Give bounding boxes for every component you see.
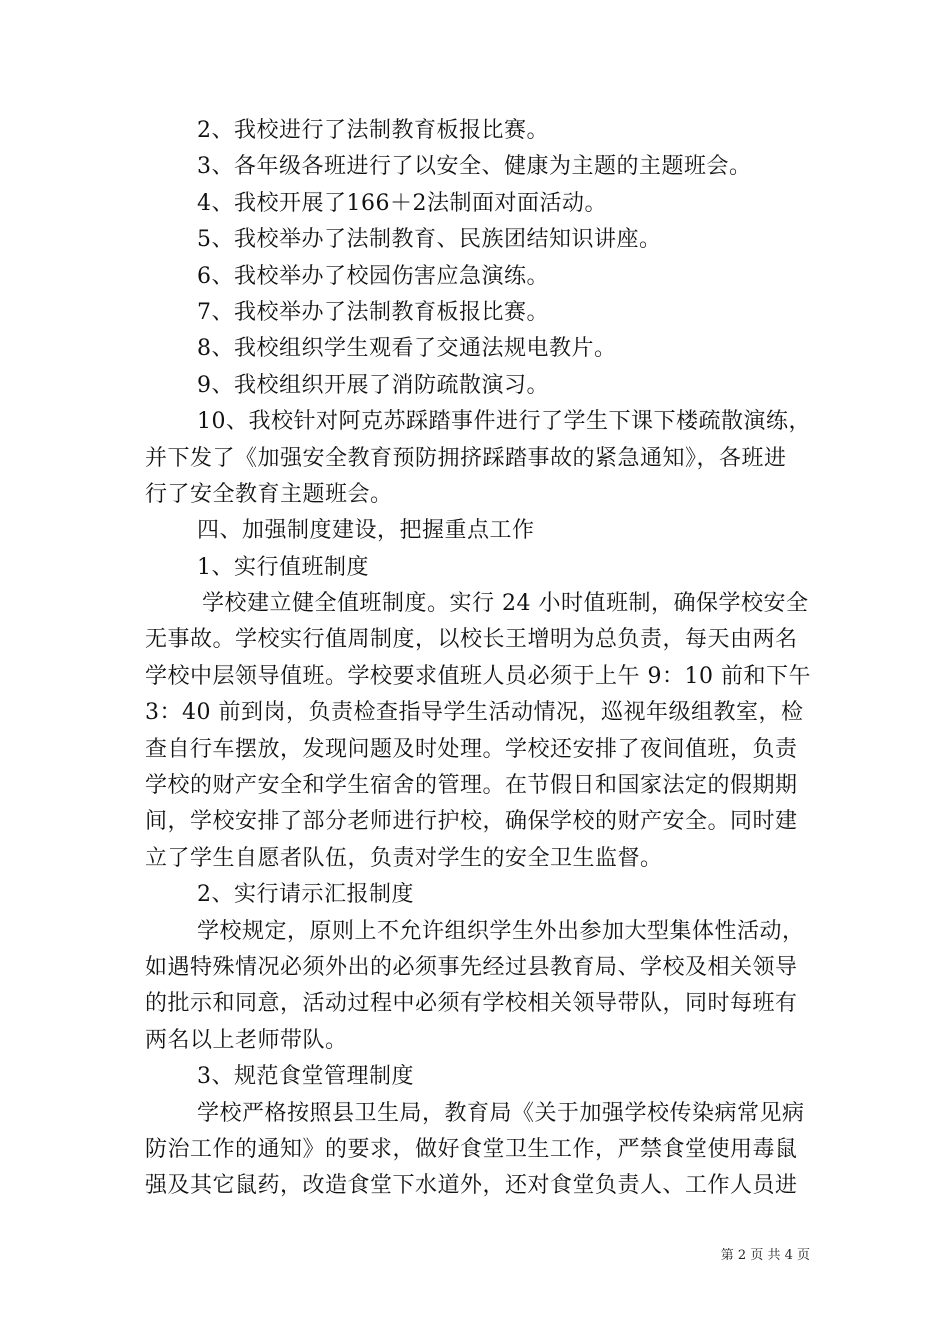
paragraph-line: 查自行车摆放，发现问题及时处理。学校还安排了夜间值班，负责 bbox=[145, 736, 798, 762]
list-item: 5、我校举办了法制教育、民族团结知识讲座。 bbox=[197, 227, 662, 253]
paragraph-line: 学校中层领导值班。学校要求值班人员必须于上午 9：10 前和下午 bbox=[145, 663, 811, 689]
subsection-heading: 1、实行值班制度 bbox=[197, 554, 369, 580]
paragraph-line: 学校建立健全值班制度。实行 24 小时值班制，确保学校安全 bbox=[202, 591, 809, 617]
list-item: 2、我校进行了法制教育板报比赛。 bbox=[197, 118, 549, 143]
page-number: 第 2 页 共 4 页 bbox=[720, 1248, 810, 1263]
paragraph-line: 防治工作的通知》的要求，做好食堂卫生工作，严禁食堂使用毒鼠 bbox=[145, 1136, 798, 1162]
paragraph-line: 行了安全教育主题班会。 bbox=[145, 481, 393, 507]
list-item: 9、我校组织开展了消防疏散演习。 bbox=[197, 372, 549, 398]
list-item: 6、我校举办了校园伤害应急演练。 bbox=[197, 263, 549, 289]
paragraph-line: 3：40 前到岗，负责检查指导学生活动情况，巡视年级组教室，检 bbox=[145, 700, 804, 726]
paragraph-line: 如遇特殊情况必须外出的必须事先经过县教育局、学校及相关领导 bbox=[145, 954, 798, 980]
paragraph-line: 立了学生自愿者队伍，负责对学生的安全卫生监督。 bbox=[145, 845, 663, 871]
list-item: 3、各年级各班进行了以安全、健康为主题的主题班会。 bbox=[197, 154, 752, 180]
list-item: 7、我校举办了法制教育板报比赛。 bbox=[197, 299, 549, 325]
subsection-heading: 2、实行请示汇报制度 bbox=[197, 882, 414, 908]
section-heading: 四、加强制度建设，把握重点工作 bbox=[197, 518, 535, 544]
paragraph-line: 两名以上老师带队。 bbox=[145, 1027, 348, 1053]
document-body bbox=[145, 113, 809, 1205]
paragraph-line: 学校严格按照县卫生局，教育局《关于加强学校传染病常见病 bbox=[197, 1100, 805, 1126]
list-item: 10、我校针对阿克苏踩踏事件进行了学生下课下楼疏散演练， bbox=[197, 409, 811, 435]
paragraph-line: 并下发了《加强安全教育预防拥挤踩踏事故的紧急通知》，各班进 bbox=[145, 445, 787, 471]
paragraph-line: 间，学校安排了部分老师进行护校，确保学校的财产安全。同时建 bbox=[145, 809, 798, 835]
paragraph-line: 强及其它鼠药，改造食堂下水道外，还对食堂负责人、工作人员进 bbox=[145, 1173, 798, 1199]
paragraph-line: 学校规定，原则上不允许组织学生外出参加大型集体性活动， bbox=[197, 918, 805, 944]
subsection-heading: 3、规范食堂管理制度 bbox=[197, 1064, 414, 1090]
paragraph-line: 无事故。学校实行值周制度，以校长王增明为总负责，每天由两名 bbox=[145, 627, 798, 653]
list-item: 4、我校开展了166＋2法制面对面活动。 bbox=[197, 190, 607, 216]
paragraph-line: 的批示和同意，活动过程中必须有学校相关领导带队，同时每班有 bbox=[145, 991, 798, 1017]
list-item: 8、我校组织学生观看了交通法规电教片。 bbox=[197, 336, 617, 362]
paragraph-line: 学校的财产安全和学生宿舍的管理。在节假日和国家法定的假期期 bbox=[145, 773, 798, 799]
